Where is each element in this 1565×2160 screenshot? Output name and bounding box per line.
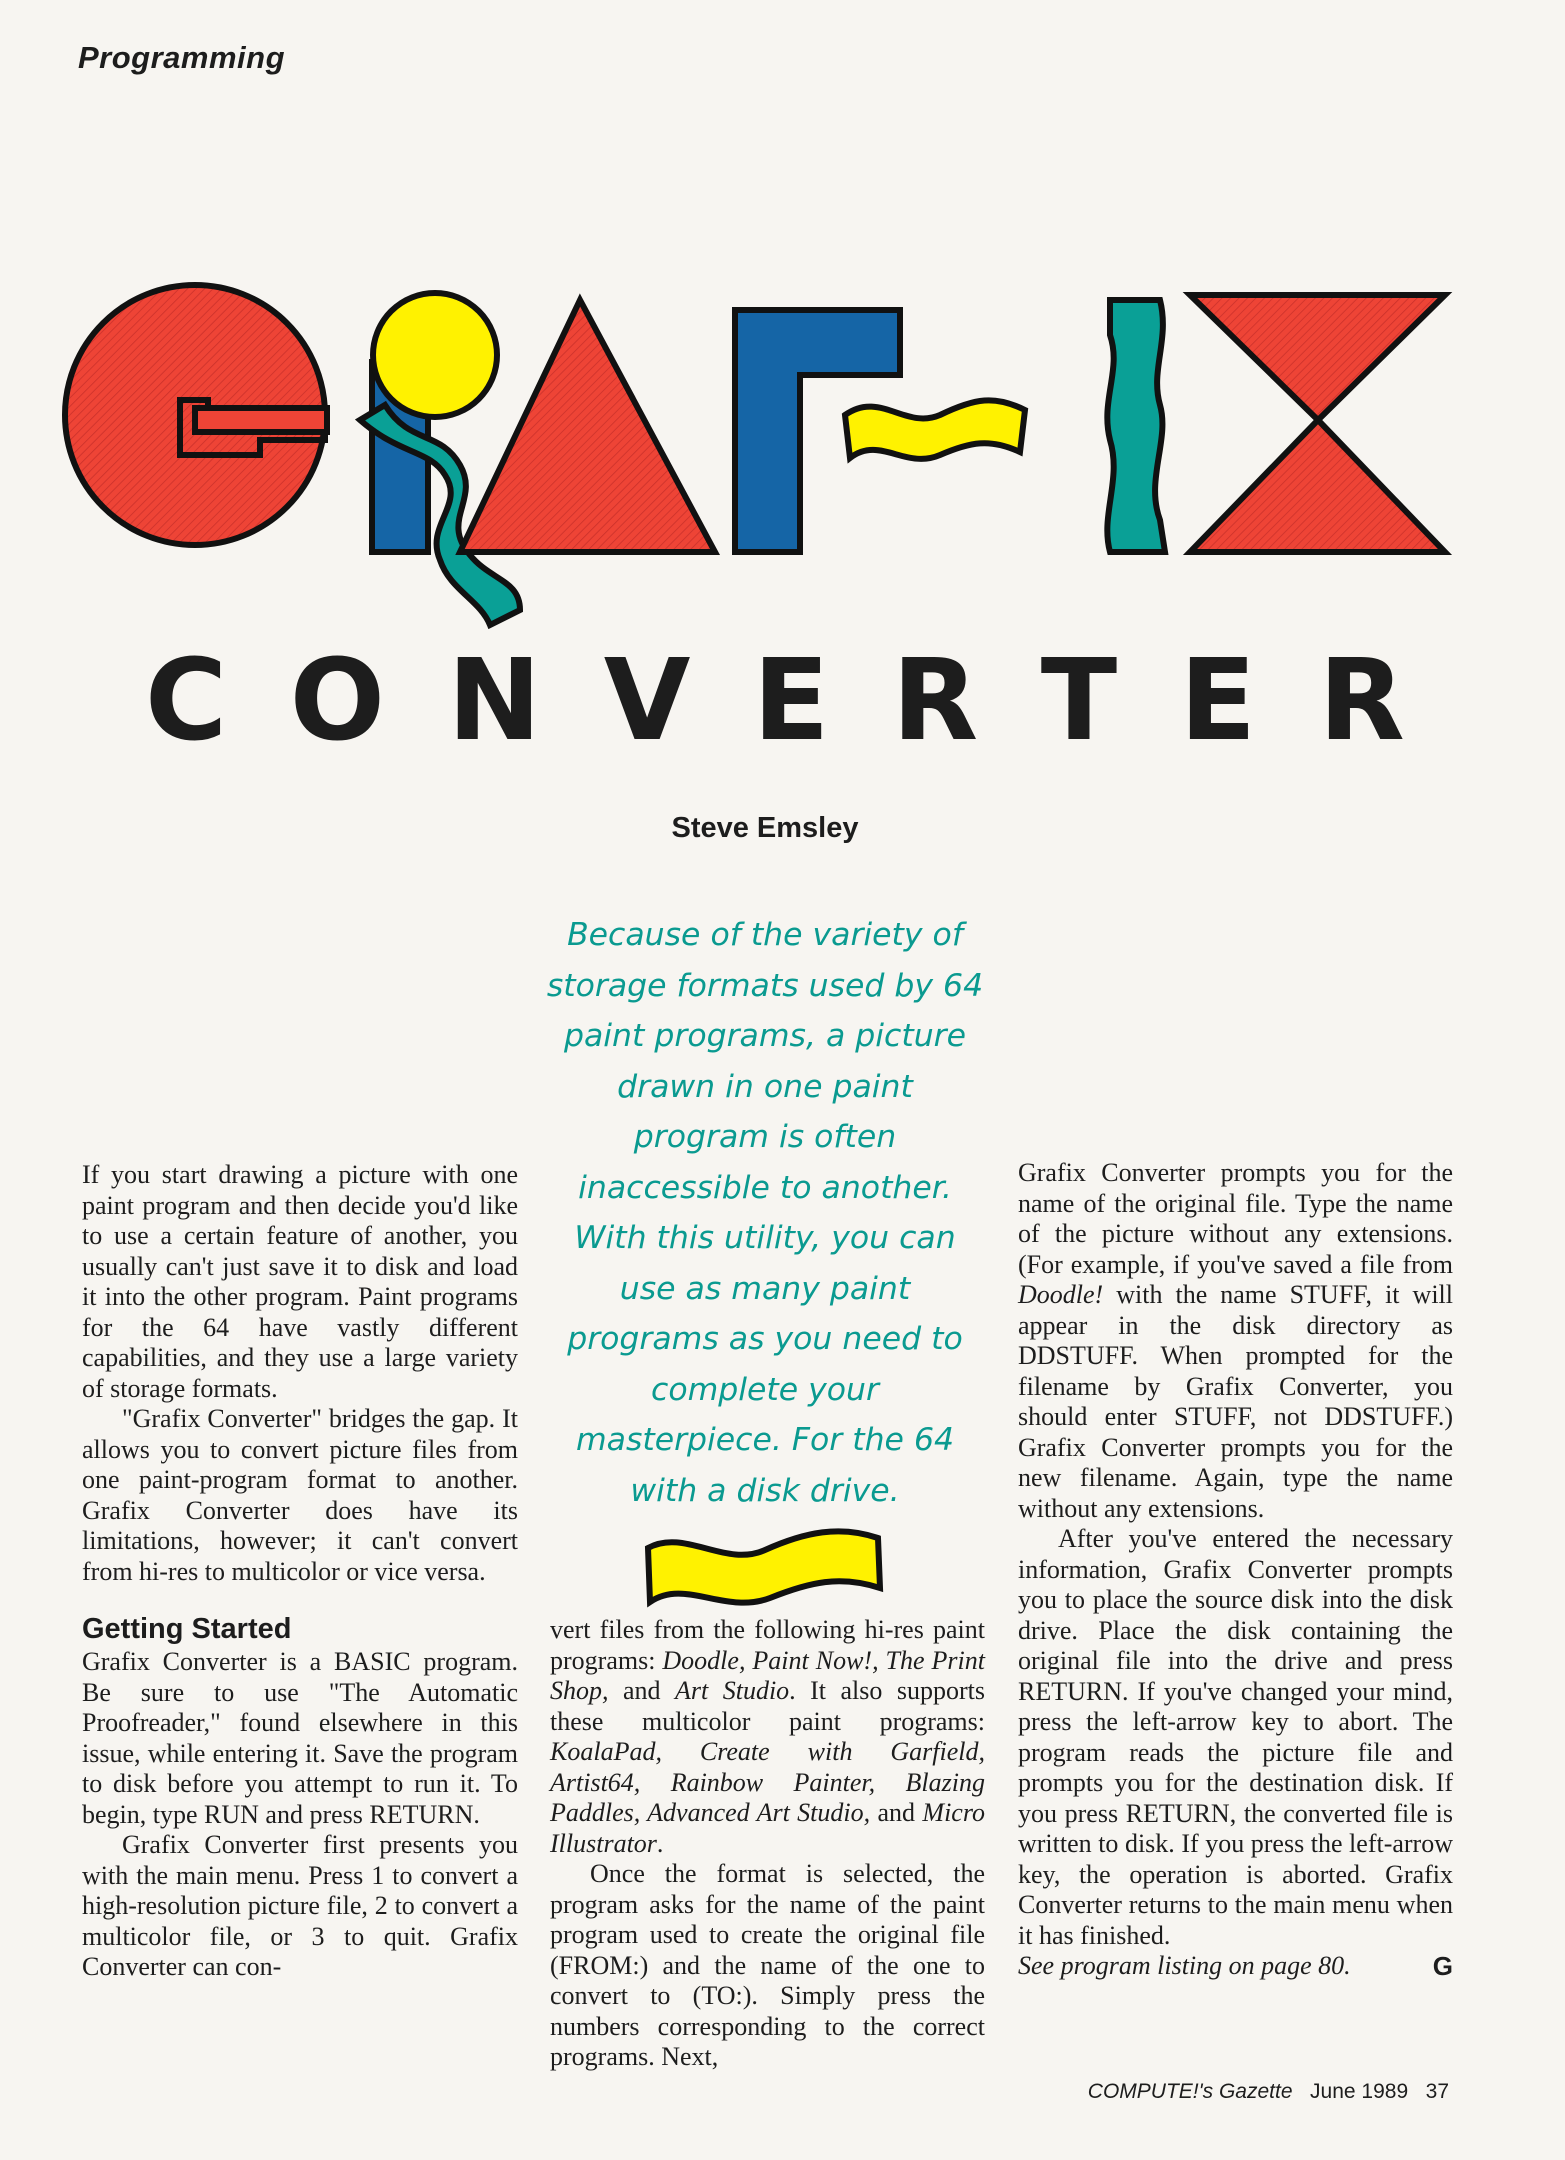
title-letter: V xyxy=(603,636,691,766)
paragraph: Grafix Converter prompts you for the name of the original file. Type the name of the picture without any extensions. (For example, if you've saved a file from Doodle! with the name STUFF, it will appear in the disk directory as DDSTUFF. When prompted for the filename by Grafix Converter, you should enter STUFF, not DDSTUFF.) Grafix Converter prompts you for the new filename. Again, type the name without any extensions. xyxy=(1018,1158,1453,1523)
footer-date: June 1989 xyxy=(1310,2080,1409,2103)
body-column-1 xyxy=(82,1160,518,1983)
body-column-3 xyxy=(1018,1158,1453,1982)
title-letter: R xyxy=(1318,636,1405,766)
program-names-hires: Doodle, Paint Now!, The Print Shop, xyxy=(550,1645,985,1705)
program-names-multicolor: Micro Illustrator xyxy=(550,1798,985,1858)
logo-letter-x xyxy=(1190,295,1445,552)
grafix-logo xyxy=(60,280,1460,640)
logo-letter-r xyxy=(360,293,520,625)
title-letter: C xyxy=(145,636,228,766)
paragraph: Grafix Converter first presents you with the main menu. Press 1 to convert a high-resolution picture file, 2 to convert a multicolor file, or 3 to quit. Grafix Converter can con- xyxy=(82,1830,518,1981)
body-column-2 xyxy=(550,1615,985,2073)
title-letter: E xyxy=(752,636,830,766)
program-names-multicolor: KoalaPad, Create with Garfield, Artist64, Rainbow Painter, Blazing Paddles, Advanced Art Studio, xyxy=(550,1737,985,1827)
program-listing-note: See program listing on page 80. xyxy=(1018,1951,1351,1980)
program-name: Doodle! xyxy=(1018,1280,1104,1309)
title-letter: R xyxy=(891,636,979,766)
title-letter: O xyxy=(289,636,385,766)
paragraph: Once the format is selected, the program asks for the name of the paint program used to create the original file (FROM:) and the name of the one to convert to (TO:). Simply press the numbers corresponding to the correct programs. Next, xyxy=(550,1859,985,2071)
logo-letter-g xyxy=(65,285,327,545)
logo-letter-a xyxy=(460,300,715,552)
title-letter: N xyxy=(447,636,542,766)
logo-dash-squiggle xyxy=(845,400,1025,459)
subhead-getting-started: Getting Started xyxy=(82,1613,292,1645)
yellow-squiggle-ornament xyxy=(640,1520,890,1620)
logo-letter-i xyxy=(1107,300,1165,552)
footer-page-number: 37 xyxy=(1425,2080,1449,2103)
title-letter: T xyxy=(1040,636,1118,766)
deck: Because of the variety of storage formats used by 64 paint programs, a picture drawn in one paint program is often inaccessible to another. With this utility, you can use as many paint programs as you need to complete your masterpiece. For the 64 with a disk drive. xyxy=(546,917,984,1509)
page-footer xyxy=(1088,2080,1449,2104)
paragraph: vert files from the following hi-res paint programs: Doodle, Paint Now!, The Print Shop, and Art Studio. It also supports these multicolor paint programs: KoalaPad, Create with Garfield, Artist64, Rainbow Painter, Blazing Paddles, Advanced Art Studio, and Micro Illustrator. xyxy=(550,1615,985,1858)
paragraph: After you've entered the necessary information, Grafix Converter prompts you to place the source disk into the disk drive. Place the disk containing the original file into the drive and press RETURN. If you've changed your mind, press the left-arrow key to abort. The program reads the picture file and prompts you for the destination disk. If you press RETURN, the converted file is written to disk. If you press the left-arrow key, the operation is aborted. Grafix Converter returns to the main menu when it has finished. xyxy=(1018,1524,1453,1950)
byline: Steve Emsley xyxy=(671,812,859,844)
paragraph: "Grafix Converter" bridges the gap. It allows you to convert picture files from one paint-program format to another. Grafix Converter does have its limitations, however; it can't convert from hi-res to multicolor or vice versa. xyxy=(82,1404,518,1586)
title-letter: E xyxy=(1179,636,1257,766)
paragraph: If you start drawing a picture with one paint program and then decide you'd like to use a certain feature of another, you usually can't just save it to disk and load it into the other program. Paint programs for the 64 have vastly different capabilities, and they use a large variety of storage formats. xyxy=(82,1160,518,1403)
end-mark: G xyxy=(1432,1951,1453,1981)
section-label: Programming xyxy=(78,40,286,75)
program-names-hires: Art Studio xyxy=(675,1676,790,1705)
footer-magazine: COMPUTE!'s Gazette xyxy=(1087,2080,1293,2103)
paragraph: Grafix Converter is a BASIC program. Be sure to use "The Automatic Proofreader," found elsewhere in this issue, while entering it. Save the program to disk before you attempt to run it. To begin, type RUN and press RETURN. xyxy=(82,1647,518,1829)
title-converter xyxy=(145,636,1405,766)
